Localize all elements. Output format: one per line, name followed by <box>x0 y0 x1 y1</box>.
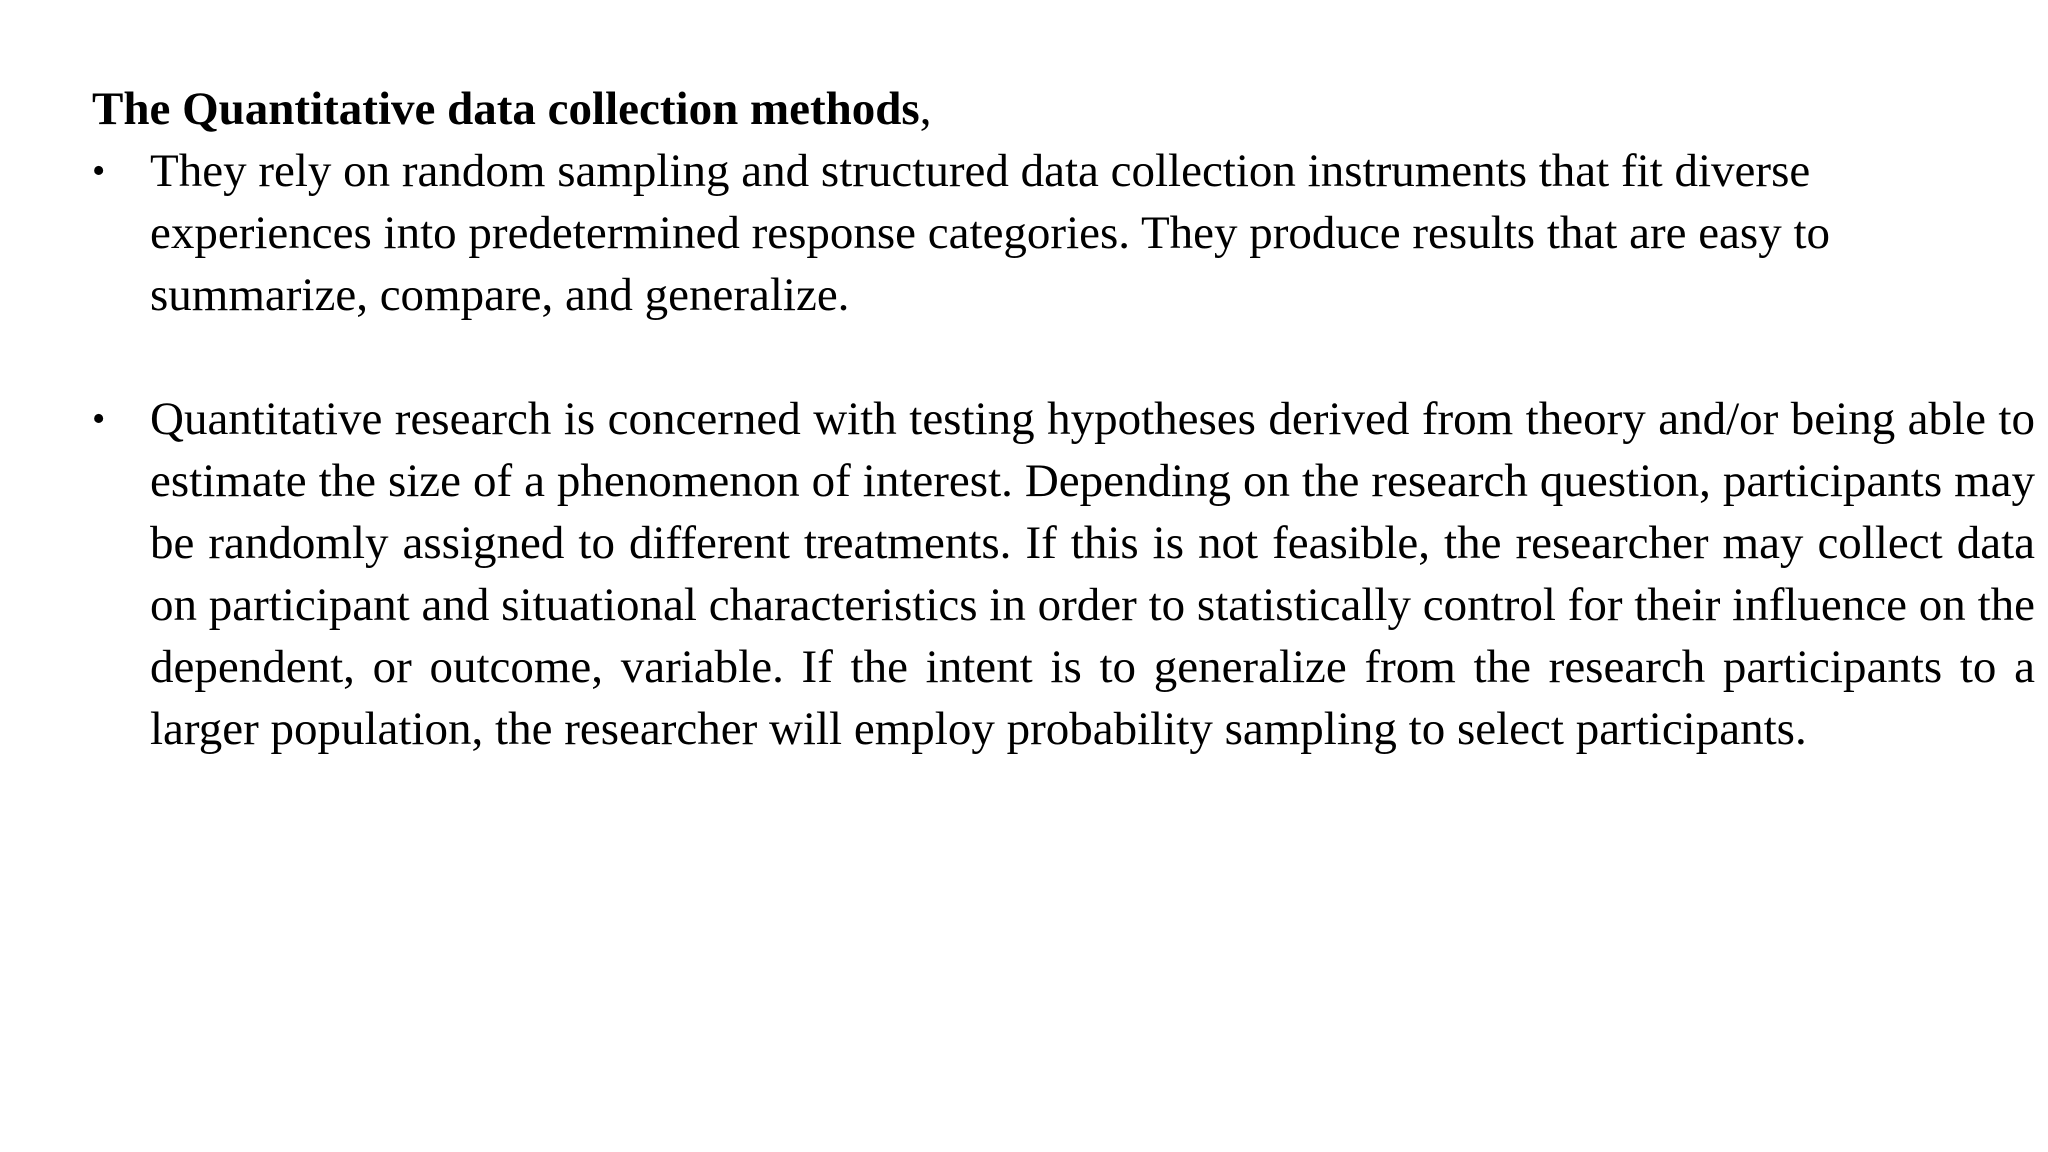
heading-punctuation: , <box>919 83 932 135</box>
heading-bold-text: The Quantitative data collection methods <box>92 83 920 135</box>
bullet-item-sampling <box>92 140 1942 326</box>
slide-heading <box>92 78 1942 140</box>
bullet-text: They rely on random sampling and structured data collection instruments that fit diverse experiences into predetermined response categories. They produce results that are easy to summarize, compare, and generalize. <box>150 145 1831 321</box>
bullet-icon: • <box>92 398 106 440</box>
bullet-icon: • <box>92 150 106 192</box>
bullet-text: Quantitative research is concerned with testing hypotheses derived from theory and/or being able to estimate the size of a phenomenon of interest. Depending on the research question, participants may be randomly assigned to different treatments. If this is not feasible, the researcher may collect data on participant and situational characteristics in order to statistically control for their influence on the dependent, or outcome, variable. If the intent is to generalize from the research participants to a larger population, the researcher will employ probability sampling to select participants. <box>150 393 2035 755</box>
bullet-list <box>92 140 2035 760</box>
slide-content <box>92 78 2035 760</box>
bullet-item-research <box>92 388 2035 760</box>
